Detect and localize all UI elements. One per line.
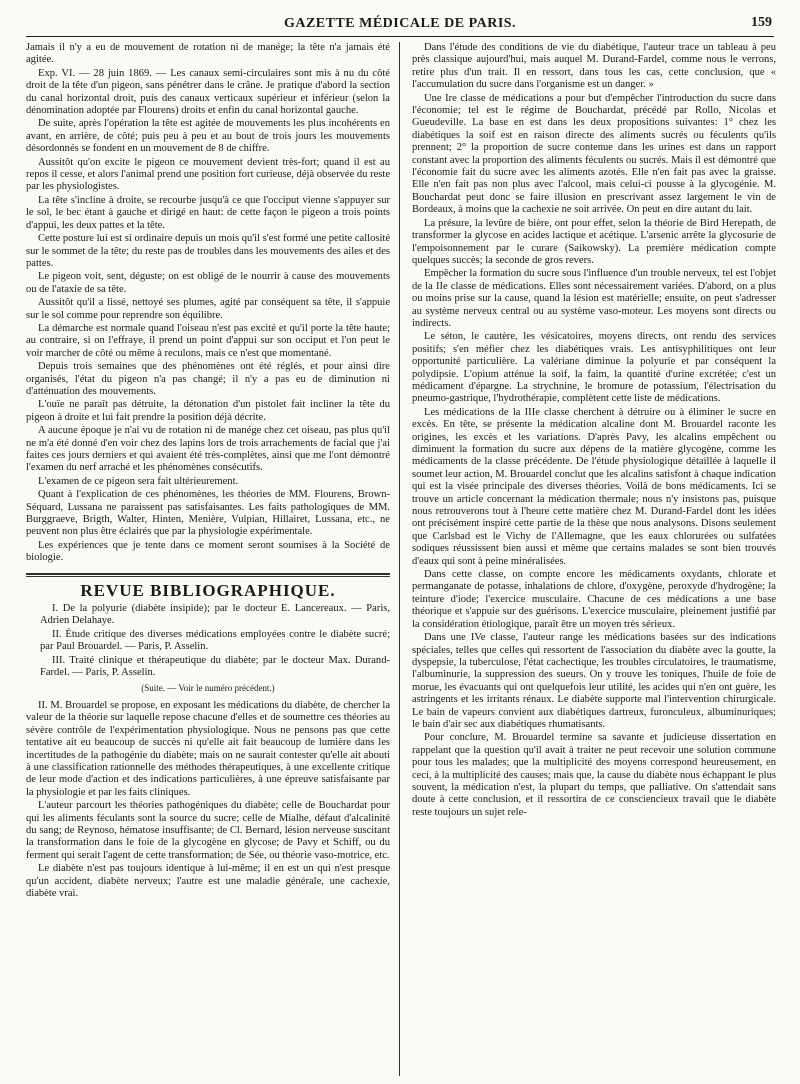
paragraph: La présure, la levûre de bière, ont pour effet, selon la théorie de Bird Herepath, de transformer la glycose en acides lactique et acétique. L'arsenic arrête la glycosurie de l'empoisonnement par le curare (Saikowsky). La première médication compte quelques succès; la seconde de gros revers. xyxy=(412,217,776,266)
right-paragraphs xyxy=(412,42,776,819)
paragraph: Exp. VI. — 28 juin 1869. — Les canaux semi-circulaires sont mis à nu du côté droit de la tête d'un pigeon, sans pénétrer dans le crâne. Je pratique d'abord la section du canal horizontal droit, puis des canaux verticaux supérieur et inférieur (selon la dénomination adoptée par Flourens) droits et enfin du canal horizontal gauche. xyxy=(26,67,390,117)
left-paragraphs-2 xyxy=(26,700,390,901)
section-rule-thin xyxy=(26,576,390,577)
continuation-note: (Suite. — Voir le numéro précédent.) xyxy=(141,682,275,693)
paragraph: Cette posture lui est si ordinaire depuis un mois qu'il s'est formé une petite callosité sur le sommet de la tête; du reste pas de troubles dans les mouvements des ailes et des pattes. xyxy=(26,233,390,269)
paragraph: Empêcher la formation du sucre sous l'influence d'un trouble nerveux, tel est l'objet de la IIe classe de médications. Elles sont nécessairement variées. D'abord, on a plus ou moins prise sur la cause, quand la lésion est matérielle; ensuite, on peut s'adresser au système nerveux central ou au système vaso-moteur. Les moyens sont directs ou indirects. xyxy=(412,268,776,329)
column-divider xyxy=(399,42,400,1076)
paragraph: Le pigeon voit, sent, déguste; on est obligé de le nourrir à cause des mouvements ou de l'ataxie de sa tête. xyxy=(26,271,390,295)
paragraph: La tête s'incline à droite, se recourbe jusqu'à ce que l'occiput vienne s'appuyer sur le sol, le bec étant à gauche et dirigé en haut: de cette façon le pigeon a trois points d'appui, les deux pattes et la tête. xyxy=(26,194,390,231)
page-number: 159 xyxy=(751,15,772,30)
review-title: REVUE BIBLIOGRAPHIQUE. xyxy=(80,580,336,600)
paragraph: L'ouïe ne paraît pas détruite, la détonation d'un pistolet fait incliner la tête du pigeon à droite et lui fait prendre la position déjà décrite. xyxy=(26,399,390,423)
paragraph: L'examen de ce pigeon sera fait ultérieurement. xyxy=(38,475,239,487)
paragraph: Le séton, le cautère, les vésicatoires, moyens directs, ont rendu des services positifs; s'en méfier chez les diabétiques vrais. Les antisyphilitiques ont leur opportunité particulière. La valériane diminue la polyurie et par conséquent la polydipsie. L'opium atténue la soif, la faim, la quantité d'urine excrétée; c'est un médicament d'épargne. La strychnine, le bromure de potassium, l'électrisation du pneumo-gastrique, l'hydrothérapie, complètent cette liste de médications. xyxy=(412,331,776,405)
bibliography-list xyxy=(26,603,390,679)
bibliography-entry: III. Traité clinique et thérapeutique du diabète; par le docteur Max. Durand-Fardel. — Paris, P. Asselin. xyxy=(40,654,390,679)
paragraph: Pour conclure, M. Brouardel termine sa savante et judicieuse dissertation en rappelant que la question qu'il avait à traiter ne peut recevoir une solution commune pour tous les malades; que la multiplicité des moyens correspond heureusement, en ceci, à la multiplicité des causes; mais que, la cause du diabète nous échappant le plus souvent, la médication n'est, la plupart du temps, que palliative. On s'attendait sans doute à cette conclusion, et il ressortira de ce consciencieux travail que le diabète reste toujours un sujet rele- xyxy=(412,732,776,818)
paragraph: Dans cette classe, on compte encore les médicaments oxydants, chlorate et permanganate de potasse, inhalations de chlore, d'oxygène, peroxyde d'hydrogène; la teinture d'iode; l'exercice musculaire. Chacune de ces médications a une base théorique et s'appuie sur des guérisons. L'exercice musculaire, pleinement justifié par la considération étiologique, paraît être un moyen très sérieux. xyxy=(412,569,776,630)
paragraph: De suite, après l'opération la tête est agitée de mouvements les plus incohérents en avant, en arrière, de côté; puis peu à peu et au bout de trois jours les mouvements désordonnés se fondent en un mouvement de 8 de chiffre. xyxy=(26,118,390,155)
paragraph: Aussitôt qu'on excite le pigeon ce mouvement devient très-fort; quand il est au repos il cesse, et alors l'animal prend une position fort curieuse, déjà observée du reste par les physiologistes. xyxy=(26,156,390,193)
paragraph: Jamais il n'y a eu de mouvement de rotation ni de manége; la tête n'a jamais été agitée. xyxy=(26,42,390,66)
journal-title: GAZETTE MÉDICALE DE PARIS. xyxy=(283,16,517,31)
paragraph: A aucune époque je n'ai vu de rotation ni de manége chez cet oiseau, pas plus qu'il ne m'a été donné d'en voir chez des lapins lors de trois arrachements de facial que j'ai faites ces jours derniers et qui avaient été très-complètes, ainsi que me l'ont démontré l'examen du nerf arraché et les phénomènes consécutifs. xyxy=(26,425,390,474)
paragraph: Les médications de la IIIe classe cherchent à détruire ou à éliminer le sucre en excès. En tête, se présente la médication alcaline dont M. Brouardel raconte les origines, les excès et les variations. D'après Pavy, les alcalins empêchent ou diminuent la formation du sucre aux dépens de la matière glycogène, comme les médicaments de la classe précédente. De l'étude physiologique détaillée à laquelle il soumet leur action, M. Brouardel conclut que les alcalins satisfont à chaque indication qui est la visée principale des diverses théories. Voilà de bons médicaments. Ici se trouve un article concernant la médication thermale; nous n'y insistons pas, puisque nous retrouverons tout à l'heure cette matière chez M. Durand-Fardel dont les idées ont précisément inspiré cette partie de la thèse que nous analysons. Disons seulement que Carlsbad est le Vichy de l'Allemagne, que les eaux chlorurées ou sulfatées sodiques réussissent bien aussi et même que certains malades se sont bien trouvés d'eaux qui sont à peine minéralisées. xyxy=(412,406,776,567)
left-column xyxy=(26,42,390,1076)
paragraph: II. M. Brouardel se propose, en exposant les médications du diabète, de chercher la valeur de la théorie sur laquelle repose chacune d'elles et de soumettre ces théories au sévère contrôle de l'expérimentation physiologique. Nous ne pensons pas que cette tentative ait eu beaucoup de succès ni qu'elle ait fait beaucoup de lumière dans les incertitudes de la pathogénie du diabète; mais on ne saurait contester qu'elle ait abouti à une classification rationnelle des méthodes thérapeutiques, à une excellente critique de leur mode d'action et des indications particulières, à une épreuve satisfaisante par la physiologie et par les faits cliniques. xyxy=(26,699,390,798)
section-rule xyxy=(26,573,390,575)
paragraph: Dans l'étude des conditions de vie du diabétique, l'auteur trace un tableau à peu près classique aujourd'hui, mais auquel M. Durand-Fardel, comme nous le verrons, retire plus d'un trait. Il en ressort, dans tous les cas, cette conclusion, que « l'accumulation du sucre dans l'organisme est un danger. » xyxy=(412,42,776,91)
bibliography-entry: II. Étude critique des diverses médications employées contre le diabète sucré; par Paul Brouardel. — Paris, P. Asselin. xyxy=(40,628,390,653)
bibliography-entry: I. De la polyurie (diabète insipide); par le docteur E. Lancereaux. — Paris, Adrien Delahaye. xyxy=(40,603,390,627)
paragraph: Le diabète n'est pas toujours identique à lui-même; il en est un qui n'est presque qu'un accident, diabète nerveux; l'autre est une maladie générale, une cachexie, diabète vrai. xyxy=(26,863,390,899)
right-column xyxy=(412,42,776,1076)
page-header xyxy=(26,14,774,37)
paragraph: Aussitôt qu'il a lissé, nettoyé ses plumes, agité par conséquent sa tête, il s'appuie sur le sol comme pour reprendre son équilibre. xyxy=(26,297,390,321)
left-paragraphs xyxy=(26,42,390,565)
paragraph: Dans une IVe classe, l'auteur range les médications basées sur des indications spéciales, telles que celles qui ressortent de l'association du diabète avec la goutte, la dyspepsie, la tuberculose, l'état cachectique, les troubles circulatoires, le traumatisme, l'albuminurie, la suppression des sueurs. On y trouve les toniques, l'huile de foie de morue, les évacuants qui ont quelquefois leur utilité, les acides qui n'en ont guère, les astringents et les irritants rénaux. Le diabète supporte mal l'intervention chirurgicale. Le bain de vapeurs convient aux diabétiques dartreux, furonculeux, albuminuriques; le bain d'air sec aux diabétiques rhumatisants. xyxy=(412,632,776,730)
paragraph: La démarche est normale quand l'oiseau n'est pas excité et qu'il porte la tête haute; au contraire, si on l'effraye, il prend un point d'appui sur son occiput et l'on peut le voir marcher de côté ou même à reculons, mais ce n'est que momentané. xyxy=(26,322,390,359)
paragraph: Les expériences que je tente dans ce moment seront soumises à la Société de biologie. xyxy=(26,539,390,564)
paragraph: Quant à l'explication de ces phénomènes, les théories de MM. Flourens, Brown-Séquard, Lussana ne paraissent pas satisfaisantes. Les faits pathologiques de MM. Burggraeve, Brigth, Walter, Hinten, Menière, Vulpian, Hillairet, Lussana, etc., ne peuvent non plus être éclairés que par la physiologie expérimentale. xyxy=(26,489,390,538)
paragraph: Depuis trois semaines que des phénomènes ont été réglés, et pour ainsi dire organisés, l'état du pigeon n'a pas changé; il n'y a pas eu de diminution ni d'atténuation des mouvements. xyxy=(26,361,390,397)
paragraph: L'auteur parcourt les théories pathogéniques du diabète; celle de Bouchardat pour qui les aliments féculants sont la source du sucre; celle de Mialhe, défaut d'alcalinité du sang; de Reynoso, hématose insuffisante; de Cl. Bernard, lésion nerveuse suscitant la transformation dans le foie de la glycogène en glycose; de Pavy et Schiff, ou du ferment qui serait l'agent de cette transformation; de Sée, ou théorie vaso-motrice, etc. xyxy=(26,800,390,861)
paragraph: Une Ire classe de médications a pour but d'empêcher l'introduction du sucre dans l'économie; tel est le régime de Bouchardat, précédé par Rollo, Nicolas et Gueudeville. La base en est dans les deux propositions suivantes: 1° chez les diabétiques la soif est en raison directe des aliments sucrés ou féculents qu'ils prennent; 2° la proportion de sucre contenue dans les urines est dans un rapport constant avec la proportion des aliments féculents ou sucrés. Mais il est démontré que l'économie fait du sucre avec les aliments azotés. Elle n'en fait pas avec la graisse. Elle n'en fait pas non plus avec l'alcool, mais celui-ci pousse à la glycogénie. M. Bouchardat peut donc se faire illusion en prescrivant assez largement le vin de Bordeaux, à moins que la cachexie ne soit arrivée. On peut en dire autant du lait. xyxy=(412,92,776,216)
